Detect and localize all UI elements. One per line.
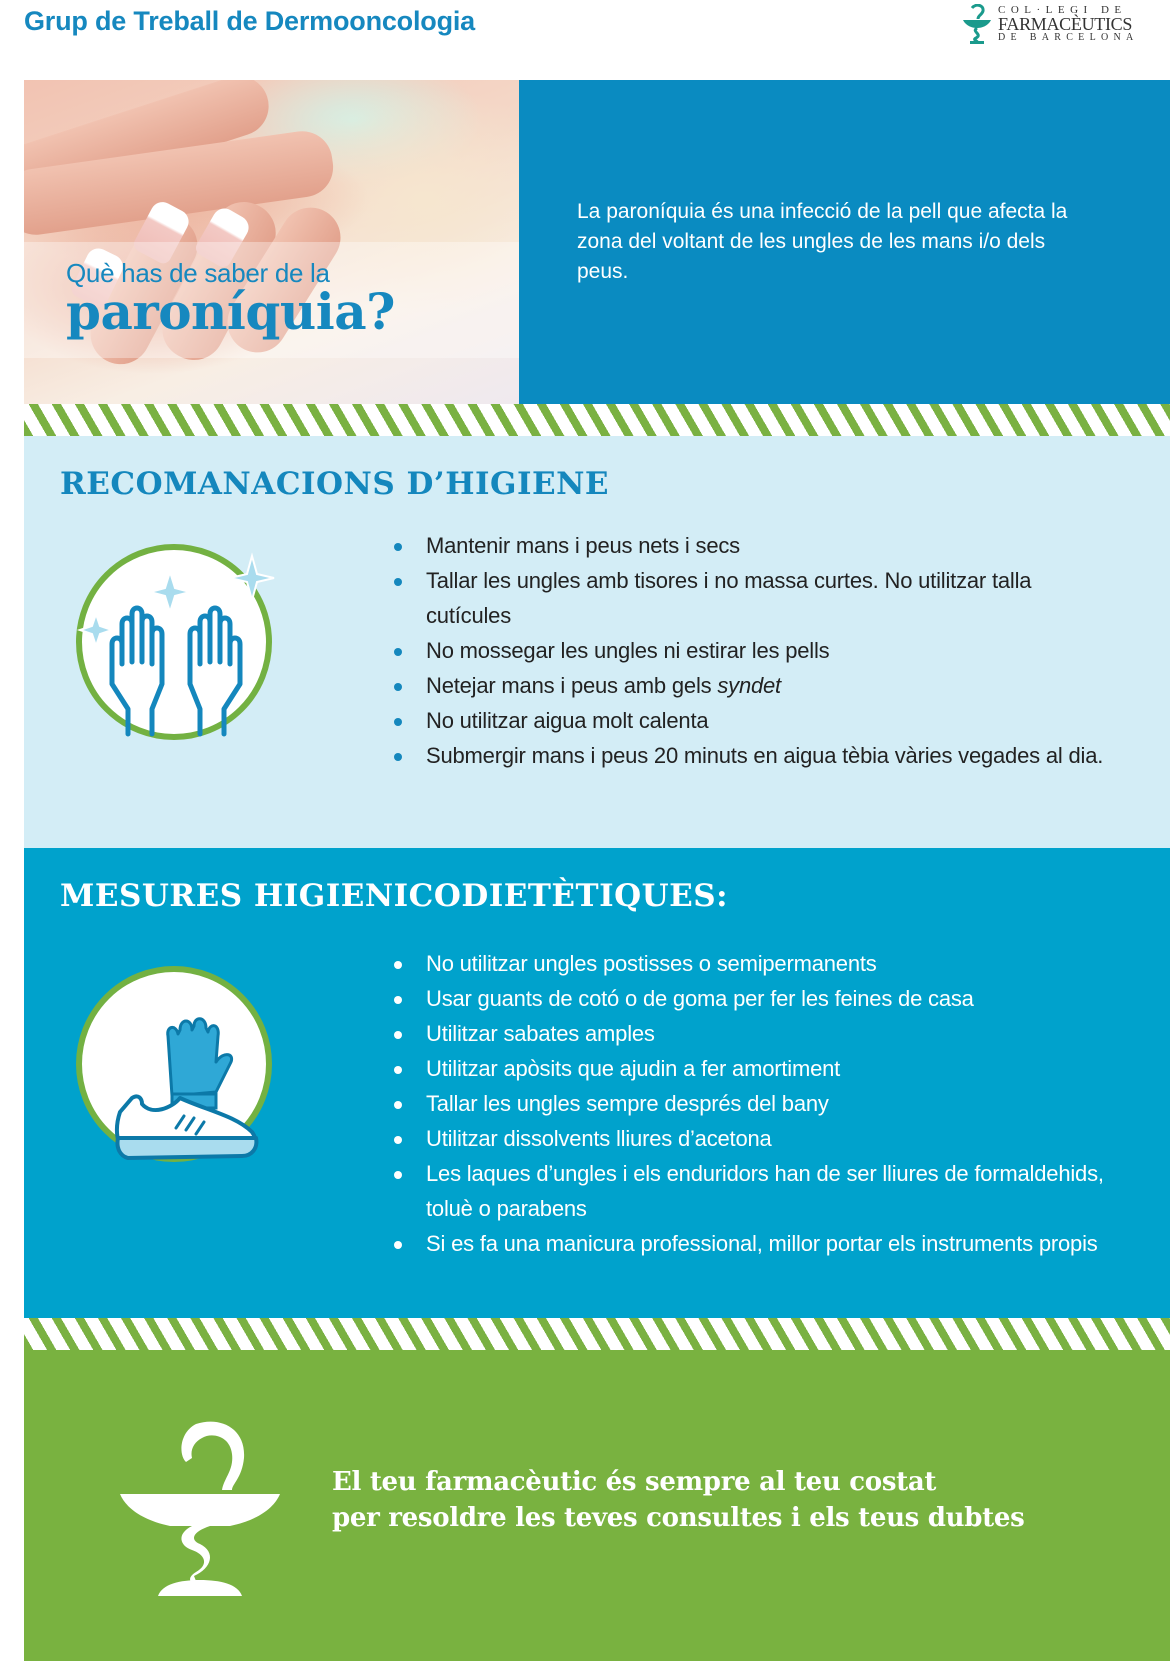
footer-line2: per resoldre les teves consultes i els teus dubtes [332, 1503, 1025, 1533]
hero-hands-photo [24, 80, 519, 404]
hero-question-word: paroníquia? [66, 282, 395, 341]
list-item: Netejar mans i peus amb gels syndet [391, 668, 1111, 703]
list-item: Tallar les ungles amb tisores i no massa curtes. No utilitzar talla cutícules [391, 563, 1111, 633]
logo-text-line2: FARMACÈUTICS [998, 14, 1133, 34]
list-item: Si es fa una manicura professional, millor portar els instruments propis [391, 1226, 1131, 1261]
bowl-of-hygieia-icon [962, 4, 992, 44]
college-logo [962, 4, 1142, 44]
list-item: Mantenir mans i peus nets i secs [391, 528, 1111, 563]
footer-line1: El teu farmacèutic és sempre al teu costat [332, 1467, 937, 1497]
list-item: Utilitzar dissolvents lliures d’acetona [391, 1121, 1131, 1156]
hygiene-list [391, 528, 1111, 773]
list-item: Les laques d’ungles i els enduridors han de ser lliures de formaldehids, toluè o parabens [391, 1156, 1131, 1226]
list-item: No utilitzar aigua molt calenta [391, 703, 1111, 738]
hero-banner [24, 80, 1170, 404]
clean-hands-icon [76, 544, 284, 752]
hygiene-title: RECOMANACIONS D’HIGIENE [60, 466, 610, 502]
list-item: No mossegar les ungles ni estirar les pells [391, 633, 1111, 668]
list-item: Submergir mans i peus 20 minuts en aigua tèbia vàries vegades al dia. [391, 738, 1111, 773]
measures-section [24, 844, 1170, 1318]
pharmacy-symbol-icon [120, 1418, 280, 1596]
glove-and-shoe-icon [76, 966, 284, 1174]
hygiene-section [24, 436, 1170, 844]
hero-description: La paroníquia és una infecció de la pell que afecta la zona del voltant de les ungles de les mans i/o dels peus. [577, 200, 1068, 283]
list-item: No utilitzar ungles postisses o semipermanents [391, 946, 1131, 981]
hero-question-prefix: Què has de saber de la [66, 258, 330, 288]
list-item: Tallar les ungles sempre després del bany [391, 1086, 1131, 1121]
logo-text-line3: DE BARCELONA [998, 32, 1139, 43]
measures-title: MESURES HIGIENICODIETÈTIQUES: [60, 878, 729, 914]
list-item: Utilitzar apòsits que ajudin a fer amortiment [391, 1051, 1131, 1086]
page-header-title: Grup de Treball de Dermooncologia [24, 6, 475, 36]
list-item: Usar guants de cotó o de goma per fer les feines de casa [391, 981, 1131, 1016]
measures-icon-circle [76, 966, 272, 1162]
footer-message [332, 1464, 1024, 1536]
striped-divider [24, 1318, 1170, 1350]
hygiene-icon-circle [76, 544, 272, 740]
hero-description-panel [519, 80, 1170, 404]
striped-divider [24, 404, 1170, 436]
measures-list [391, 946, 1131, 1261]
pharmacist-footer [24, 1350, 1170, 1661]
list-item: Utilitzar sabates amples [391, 1016, 1131, 1051]
logo-text-line1: COL·LEGI DE [998, 4, 1127, 16]
